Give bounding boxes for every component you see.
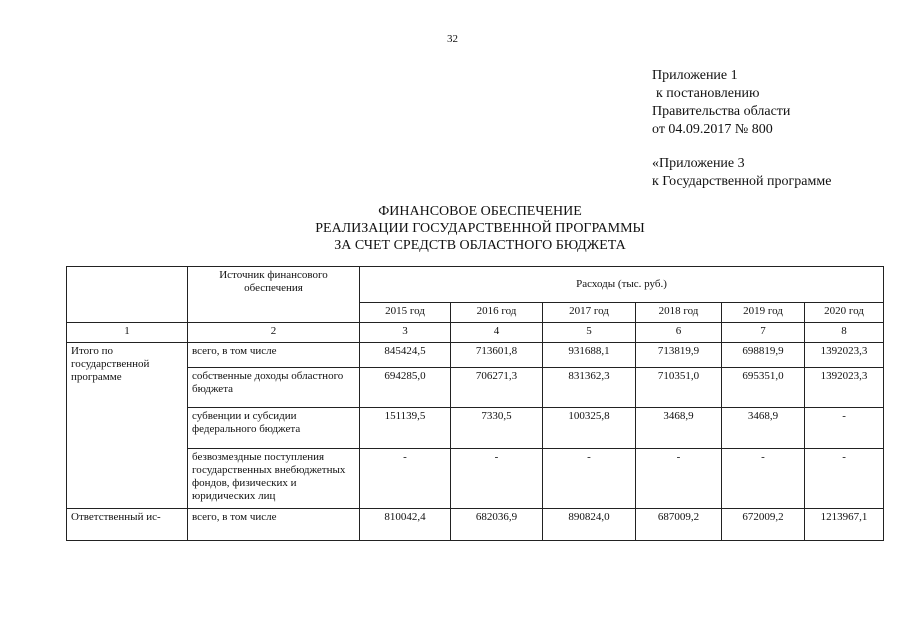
table-row bbox=[67, 509, 884, 541]
source-cell: субвенции и субсидии федерального бюджета bbox=[188, 408, 360, 449]
value-cell: 3468,9 bbox=[722, 408, 805, 449]
year-header: 2016 год bbox=[451, 303, 543, 323]
financing-table bbox=[66, 266, 884, 541]
value-cell: 695351,0 bbox=[722, 368, 805, 408]
appendix-1-line: Правительства области bbox=[652, 104, 791, 119]
year-header: 2020 год bbox=[805, 303, 884, 323]
value-cell: 151139,5 bbox=[360, 408, 451, 449]
appendix-3-block bbox=[652, 155, 831, 191]
year-header: 2017 год bbox=[543, 303, 636, 323]
value-cell: - bbox=[805, 408, 884, 449]
value-cell: 845424,5 bbox=[360, 343, 451, 368]
source-cell: собственные доходы областного бюджета bbox=[188, 368, 360, 408]
table-row bbox=[67, 449, 884, 509]
value-cell: - bbox=[722, 449, 805, 509]
header-row bbox=[67, 267, 884, 303]
value-cell: - bbox=[805, 449, 884, 509]
appendix-1-line: Приложение 1 bbox=[652, 68, 738, 83]
page-number: 32 bbox=[447, 33, 458, 45]
column-number: 4 bbox=[451, 323, 543, 343]
value-cell: 890824,0 bbox=[543, 509, 636, 541]
header-source: Источник финансового обеспечения bbox=[188, 267, 360, 323]
value-cell: 1392023,3 bbox=[805, 368, 884, 408]
value-cell: - bbox=[636, 449, 722, 509]
value-cell: 713819,9 bbox=[636, 343, 722, 368]
column-numbers-row bbox=[67, 323, 884, 343]
value-cell: 7330,5 bbox=[451, 408, 543, 449]
column-number: 1 bbox=[67, 323, 188, 343]
column-number: 8 bbox=[805, 323, 884, 343]
value-cell: 687009,2 bbox=[636, 509, 722, 541]
row-label: Итого по государственной программе bbox=[67, 343, 188, 509]
title-line: ЗА СЧЕТ СРЕДСТВ ОБЛАСТНОГО БЮДЖЕТА bbox=[334, 238, 626, 253]
value-cell: 706271,3 bbox=[451, 368, 543, 408]
column-number: 3 bbox=[360, 323, 451, 343]
source-cell: безвозмездные поступления государственных внебюджетных фондов, физических и юридических лиц bbox=[188, 449, 360, 509]
value-cell: 1213967,1 bbox=[805, 509, 884, 541]
year-header: 2019 год bbox=[722, 303, 805, 323]
column-number: 6 bbox=[636, 323, 722, 343]
source-cell: всего, в том числе bbox=[188, 509, 360, 541]
table-row bbox=[67, 368, 884, 408]
value-cell: - bbox=[360, 449, 451, 509]
value-cell: 694285,0 bbox=[360, 368, 451, 408]
title-line: РЕАЛИЗАЦИИ ГОСУДАРСТВЕННОЙ ПРОГРАММЫ bbox=[315, 221, 645, 236]
column-number: 2 bbox=[188, 323, 360, 343]
value-cell: 3468,9 bbox=[636, 408, 722, 449]
year-header: 2015 год bbox=[360, 303, 451, 323]
document-title bbox=[230, 203, 730, 254]
value-cell: - bbox=[543, 449, 636, 509]
value-cell: 931688,1 bbox=[543, 343, 636, 368]
value-cell: 682036,9 bbox=[451, 509, 543, 541]
value-cell: 713601,8 bbox=[451, 343, 543, 368]
source-cell: всего, в том числе bbox=[188, 343, 360, 368]
value-cell: 831362,3 bbox=[543, 368, 636, 408]
table-row bbox=[67, 343, 884, 368]
value-cell: 710351,0 bbox=[636, 368, 722, 408]
value-cell: 1392023,3 bbox=[805, 343, 884, 368]
year-header: 2018 год bbox=[636, 303, 722, 323]
title-line: ФИНАНСОВОЕ ОБЕСПЕЧЕНИЕ bbox=[378, 204, 582, 219]
value-cell: 672009,2 bbox=[722, 509, 805, 541]
header-expenses: Расходы (тыс. руб.) bbox=[360, 267, 884, 303]
table-row bbox=[67, 408, 884, 449]
appendix-1-line: от 04.09.2017 № 800 bbox=[652, 122, 773, 137]
appendix-3-line: «Приложение 3 bbox=[652, 156, 745, 171]
appendix-1-block bbox=[652, 67, 790, 139]
column-number: 7 bbox=[722, 323, 805, 343]
header-blank-cell bbox=[67, 267, 188, 323]
value-cell: 100325,8 bbox=[543, 408, 636, 449]
value-cell: 810042,4 bbox=[360, 509, 451, 541]
column-number: 5 bbox=[543, 323, 636, 343]
appendix-3-line: к Государственной программе bbox=[652, 174, 832, 189]
appendix-1-line: к постановлению bbox=[656, 86, 760, 101]
value-cell: 698819,9 bbox=[722, 343, 805, 368]
row-label: Ответственный ис- bbox=[67, 509, 188, 541]
value-cell: - bbox=[451, 449, 543, 509]
